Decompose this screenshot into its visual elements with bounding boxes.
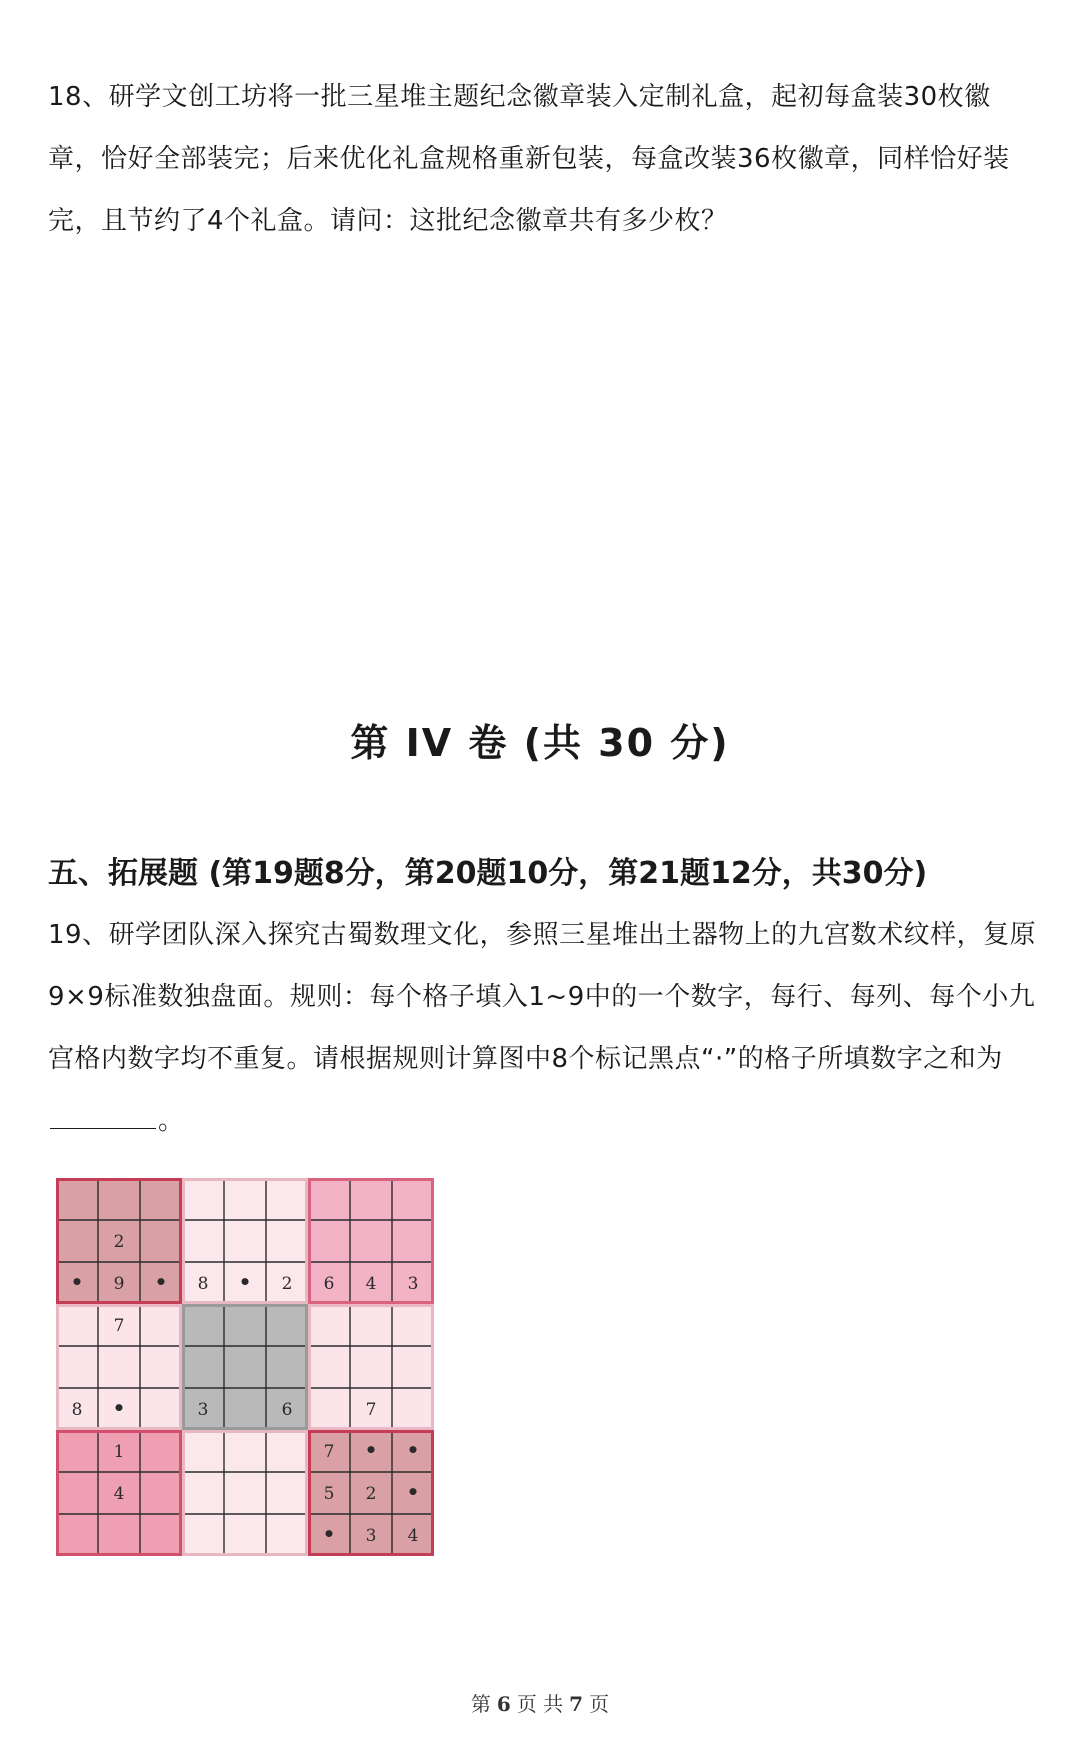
- sudoku-cell-empty: [224, 1346, 266, 1388]
- sudoku-cell-empty: [224, 1430, 266, 1472]
- question-19-end: 。: [158, 1106, 185, 1136]
- sudoku-cell-empty: [140, 1346, 182, 1388]
- sudoku-number: 6: [281, 1400, 293, 1420]
- sudoku-cell-empty: [56, 1178, 98, 1220]
- sudoku-number: 6: [323, 1274, 335, 1294]
- sudoku-number: 3: [407, 1274, 419, 1294]
- sudoku-cell-empty: [266, 1178, 308, 1220]
- sudoku-cell-empty: [308, 1346, 350, 1388]
- sudoku-number: 5: [323, 1484, 335, 1504]
- page-number: 6: [496, 1692, 511, 1716]
- sudoku-cell-empty: [392, 1220, 434, 1262]
- sudoku-cell-empty: [224, 1472, 266, 1514]
- sudoku-cell-empty: [308, 1304, 350, 1346]
- sudoku-cell-empty: [140, 1514, 182, 1556]
- sudoku-cell-empty: [266, 1304, 308, 1346]
- volume-title: 第 IV 卷 (共 30 分): [350, 721, 730, 765]
- sudoku-cell-empty: [224, 1178, 266, 1220]
- sudoku-cell-empty: [392, 1178, 434, 1220]
- sudoku-number: 2: [281, 1274, 293, 1294]
- sudoku-cell-empty: [350, 1304, 392, 1346]
- sudoku-cell-empty: [224, 1388, 266, 1430]
- sudoku-dot-mark: •: [406, 1480, 420, 1504]
- sudoku-cell-empty: [266, 1514, 308, 1556]
- sudoku-grid: [56, 1178, 434, 1556]
- sudoku-number: 8: [197, 1274, 209, 1294]
- section-title: 五、拓展题 (第19题8分，第20题10分，第21题12分，共30分): [48, 856, 928, 891]
- sudoku-number: 7: [113, 1316, 125, 1336]
- sudoku-dot-mark: •: [364, 1438, 378, 1462]
- question-18-text: 18、研学文创工坊将一批三星堆主题纪念徽章装入定制礼盒，起初每盒装30枚徽章，恰好全部装完；后来优化礼盒规格重新包装，每盒改装36枚徽章，同样恰好装完，且节约了4个礼盒。请问：这批纪念徽章共有多少枚？: [48, 82, 1010, 236]
- sudoku-number: 8: [71, 1400, 83, 1420]
- sudoku-cell-empty: [140, 1472, 182, 1514]
- sudoku-cell-empty: [266, 1472, 308, 1514]
- page-footer: [0, 1688, 1080, 1717]
- sudoku-cell-empty: [350, 1178, 392, 1220]
- sudoku-dot-mark: •: [70, 1270, 84, 1294]
- sudoku-number: 4: [407, 1526, 419, 1546]
- sudoku-cell-empty: [56, 1430, 98, 1472]
- sudoku-cell-empty: [392, 1304, 434, 1346]
- sudoku-cell-empty: [140, 1220, 182, 1262]
- sudoku-cell-empty: [182, 1346, 224, 1388]
- sudoku-cell-empty: [266, 1346, 308, 1388]
- sudoku-cell-empty: [308, 1388, 350, 1430]
- sudoku-number: 7: [323, 1442, 335, 1462]
- sudoku-cell-empty: [98, 1346, 140, 1388]
- sudoku-number: 3: [365, 1526, 377, 1546]
- sudoku-number: 9: [113, 1274, 125, 1294]
- sudoku-number: 2: [113, 1232, 125, 1252]
- sudoku-number: 3: [197, 1400, 209, 1420]
- sudoku-cell-empty: [392, 1388, 434, 1430]
- sudoku-cell-empty: [140, 1304, 182, 1346]
- sudoku-cell-empty: [350, 1346, 392, 1388]
- footer-suffix: 页: [589, 1692, 610, 1716]
- sudoku-cell-empty: [56, 1472, 98, 1514]
- sudoku-dot-mark: •: [322, 1522, 336, 1546]
- sudoku-cell-empty: [98, 1514, 140, 1556]
- sudoku-cell-empty: [98, 1178, 140, 1220]
- sudoku-cell-empty: [182, 1430, 224, 1472]
- sudoku-number: 1: [113, 1442, 125, 1462]
- sudoku-cell-empty: [224, 1220, 266, 1262]
- sudoku-cell-empty: [56, 1304, 98, 1346]
- sudoku-cell-empty: [182, 1220, 224, 1262]
- sudoku-number: 2: [365, 1484, 377, 1504]
- sudoku-cell-empty: [266, 1220, 308, 1262]
- sudoku-number: 7: [365, 1400, 377, 1420]
- footer-middle: 页 共: [516, 1692, 564, 1716]
- sudoku-cell-empty: [56, 1220, 98, 1262]
- sudoku-cell-empty: [182, 1472, 224, 1514]
- total-pages: 7: [569, 1692, 584, 1716]
- sudoku-cell-empty: [56, 1514, 98, 1556]
- sudoku-cell-empty: [182, 1514, 224, 1556]
- sudoku-number: 4: [365, 1274, 377, 1294]
- sudoku-number: 4: [113, 1484, 125, 1504]
- sudoku-dot-mark: •: [238, 1270, 252, 1294]
- sudoku-cell-empty: [182, 1304, 224, 1346]
- sudoku-cell-empty: [308, 1178, 350, 1220]
- sudoku-cell-empty: [224, 1514, 266, 1556]
- sudoku-cell-empty: [140, 1388, 182, 1430]
- sudoku-cell-empty: [266, 1430, 308, 1472]
- sudoku-dot-mark: •: [154, 1270, 168, 1294]
- sudoku-dot-mark: •: [406, 1438, 420, 1462]
- sudoku-cell-empty: [308, 1220, 350, 1262]
- sudoku-cell-empty: [224, 1304, 266, 1346]
- sudoku-cell-empty: [56, 1346, 98, 1388]
- sudoku-cell-empty: [182, 1178, 224, 1220]
- sudoku-cell-empty: [350, 1220, 392, 1262]
- sudoku-cell-empty: [392, 1346, 434, 1388]
- answer-blank[interactable]: [50, 1102, 156, 1129]
- sudoku-cell-empty: [140, 1178, 182, 1220]
- question-19-text: [48, 904, 1038, 1152]
- sudoku-cell-empty: [140, 1430, 182, 1472]
- footer-prefix: 第: [470, 1692, 491, 1716]
- question-19-body: 19、研学团队深入探究古蜀数理文化，参照三星堆出土器物上的九宫数术纹样，复原9×9标准数独盘面。规则：每个格子填入1~9中的一个数字，每行、每列、每个小九宫格内数字均不重复。请根据规则计算图中8个标记黑点“·”的格子所填数字之和为: [48, 920, 1037, 1074]
- sudoku-dot-mark: •: [112, 1396, 126, 1420]
